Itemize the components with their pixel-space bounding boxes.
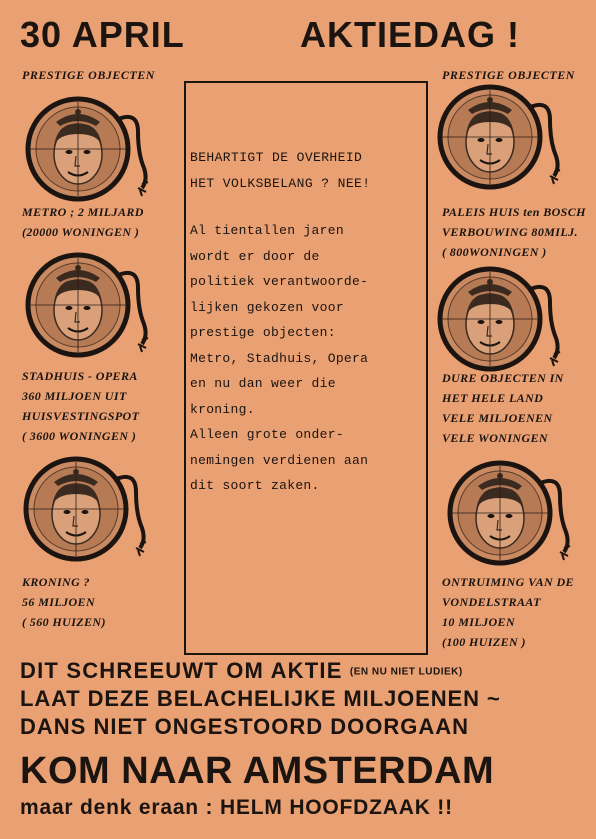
bomb-portrait-icon xyxy=(432,80,582,190)
center-text-box xyxy=(184,81,428,655)
headline-action: AKTIEDAG ! xyxy=(300,14,520,55)
left-caption-1: METRO ; 2 MILJARD (20000 WONINGEN ) xyxy=(22,205,144,239)
right-caption-1: PALEIS HUIS ten BOSCH VERBOUWING 80MILJ. ( 800WONINGEN ) xyxy=(442,205,586,259)
bomb-portrait-icon xyxy=(20,92,170,202)
left-caption-2: STADHUIS - OPERA 360 MILJOEN UIT HUISVESTINGSPOT ( 3600 WONINGEN ) xyxy=(22,369,140,443)
slogan-line-2: LAAT DEZE BELACHELIJKE MILJOENEN ~ xyxy=(20,686,501,711)
box-heading: BEHARTIGT DE OVERHEID HET VOLKSBELANG ? NEE! xyxy=(190,150,371,191)
headline-date: 30 APRIL xyxy=(20,14,185,55)
box-body: Al tientallen jaren wordt er door de politiek verantwoorde- lijken gekozen voor prestige objecten: Metro, Stadhuis, Opera en nu dan weer die kroning. Alleen grote onder- nemingen verdienen aan dit soort zaken. xyxy=(190,223,369,493)
right-column-heading: PRESTIGE OBJECTEN xyxy=(442,68,575,82)
bomb-portrait-icon xyxy=(432,262,582,372)
bomb-portrait-icon xyxy=(18,452,168,562)
right-caption-2: DURE OBJECTEN IN HET HELE LAND VELE MILJOENEN VELE WONINGEN xyxy=(442,371,564,445)
right-caption-3: ONTRUIMING VAN DE VONDELSTRAAT 10 MILJOEN (100 HUIZEN ) xyxy=(442,575,574,649)
slogan-note: (EN NU NIET LUDIEK) xyxy=(349,666,463,678)
slogan-helmet: maar denk eraan : HELM HOOFDZAAK !! xyxy=(20,796,453,819)
left-caption-3: KRONING ? 56 MILJOEN ( 560 HUIZEN) xyxy=(22,575,106,629)
slogan-main: KOM NAAR AMSTERDAM xyxy=(20,750,495,792)
slogan-line-1: DIT SCHREEUWT OM AKTIE (EN NU NIET LUDIEK) xyxy=(20,658,463,683)
bomb-portrait-icon xyxy=(20,248,170,358)
slogan-line-3: DANS NIET ONGESTOORD DOORGAAN xyxy=(20,714,470,739)
left-column-heading: PRESTIGE OBJECTEN xyxy=(22,68,155,82)
bomb-portrait-icon xyxy=(442,456,592,566)
